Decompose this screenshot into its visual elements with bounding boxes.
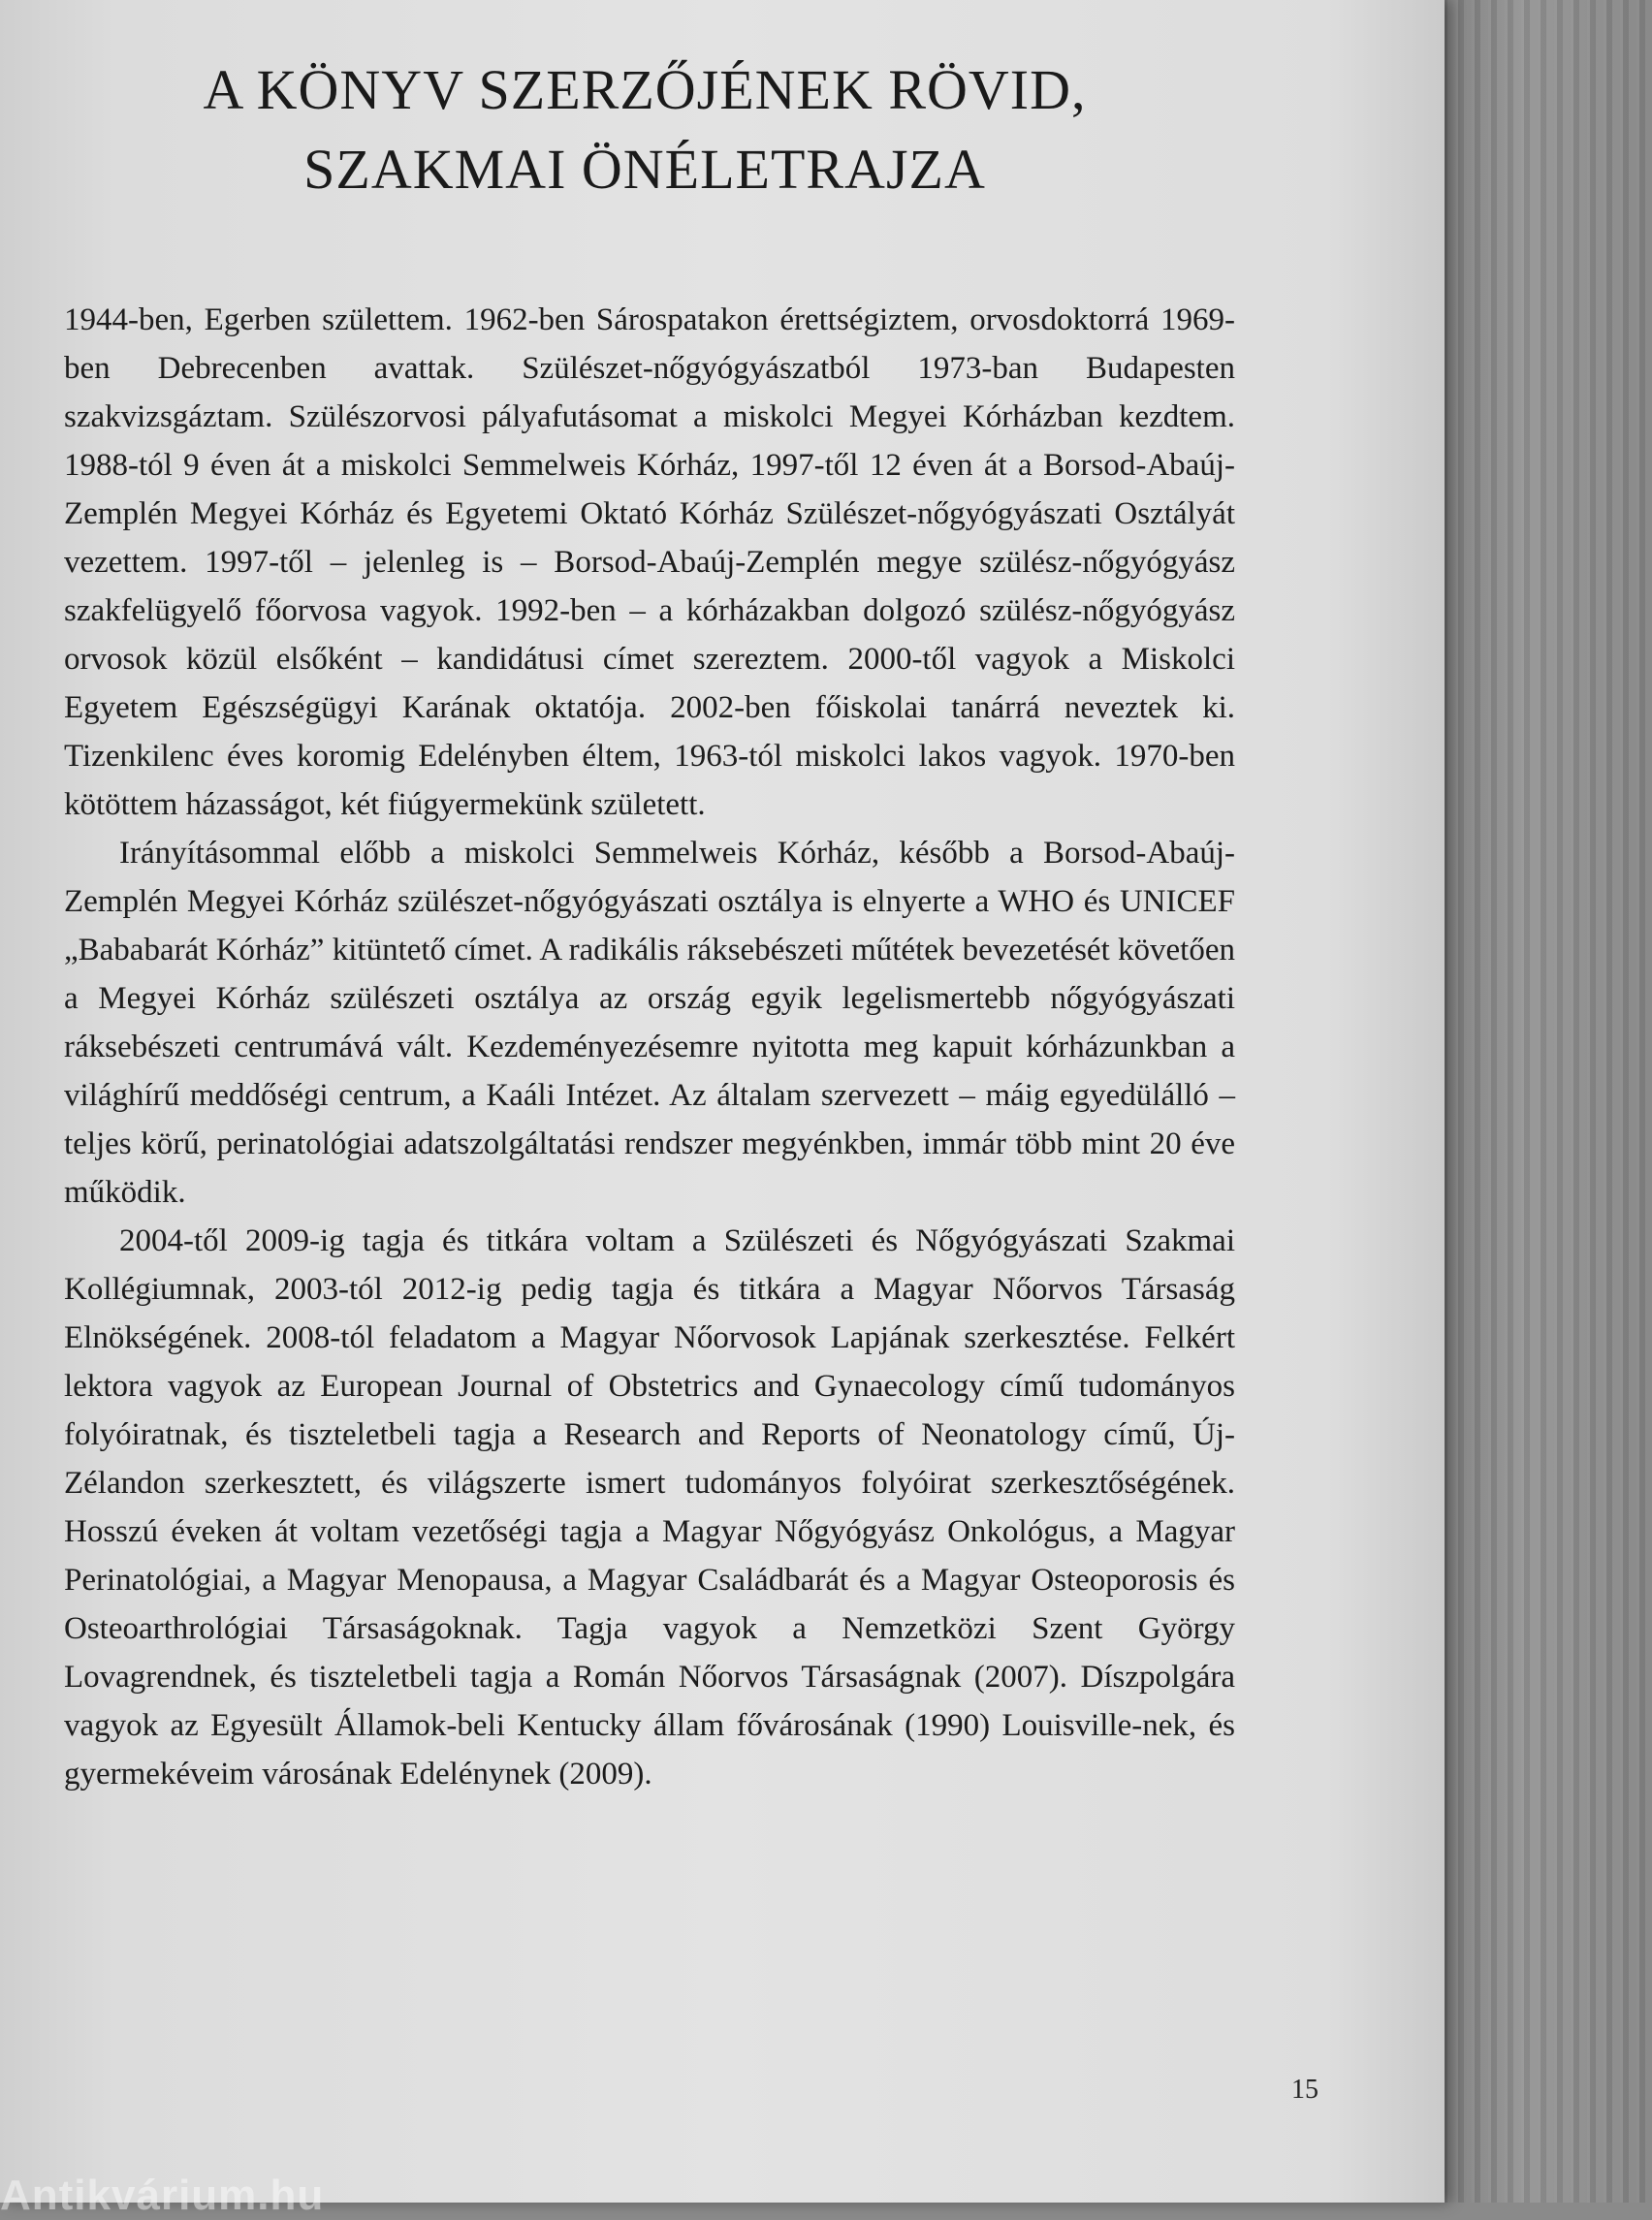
- body-text: [64, 296, 1235, 1798]
- page-title: [0, 50, 1289, 209]
- page-number: 15: [1291, 2075, 1318, 2105]
- paragraph-2: Irányításommal előbb a miskolci Semmelweis Kórház, később a Borsod-Abaúj-Zemplén Megyei Kórház szülészet-nőgyógyászati osztálya is elnyerte a WHO és UNICEF „Bababarát Kórház” kitüntető címet. A radikális ráksebészeti műtétek bevezetését követően a Megyei Kórház szülészeti osztálya az ország egyik legelismertebb nőgyógyászati ráksebészeti centrumává vált. Kezdeményezésemre nyitotta meg kapuit kórházunkban a világhírű meddőségi centrum, a Kaáli Intézet. Az általam szervezett – máig egyedülálló – teljes körű, perinatológiai adatszolgáltatási rendszer megyénkben, immár több mint 20 éve működik.: [64, 836, 1235, 1210]
- watermark: Antikvárium.hu: [0, 2172, 325, 2219]
- paragraph-1: 1944-ben, Egerben születtem. 1962-ben Sárospatakon érettségiztem, orvosdoktorrá 1969-ben Debrecenben avattak. Szülészet-nőgyógyászatból 1973-ban Budapesten szakvizsgáztam. Szülészorvosi pályafutásomat a miskolci Megyei Kórházban kezdtem. 1988-tól 9 éven át a miskolci Semmelweis Kórház, 1997-től 12 éven át a Borsod-Abaúj-Zemplén Megyei Kórház és Egyetemi Oktató Kórház Szülészet-nőgyógyászati Osztályát vezettem. 1997-től – jelenleg is – Borsod-Abaúj-Zemplén megye szülész-nőgyógyász szakfelügyelő főorvosa vagyok. 1992-ben – a kórházakban dolgozó szülész-nőgyógyász orvosok közül elsőként – kandidátusi címet szereztem. 2000-től vagyok a Miskolci Egyetem Egészségügyi Karának oktatója. 2002-ben főiskolai tanárrá neveztek ki. Tizenkilenc éves koromig Edelényben éltem, 1963-tól miskolci lakos vagyok. 1970-ben kötöttem házasságot, két fiúgyermekünk született.: [64, 302, 1235, 822]
- paragraph-3: 2004-től 2009-ig tagja és titkára voltam a Szülészeti és Nőgyógyászati Szakmai Kollégiumnak, 2003-tól 2012-ig pedig tagja és titkára a Magyar Nőorvos Társaság Elnökségének. 2008-tól feladatom a Magyar Nőorvosok Lapjának szerkesztése. Felkért lektora vagyok az European Journal of Obstetrics and Gynaecology című tudományos folyóiratnak, és tiszteletbeli tagja a Research and Reports of Neonatology című, Új-Zélandon szerkesztett, és világszerte ismert tudományos folyóirat szerkesztőségének. Hosszú éveken át voltam vezetőségi tagja a Magyar Nőgyógyász Onkológus, a Magyar Perinatológiai, a Magyar Menopausa, a Magyar Családbarát és a Magyar Osteoporosis és Osteoarthrológiai Társaságoknak. Tagja vagyok a Nemzetközi Szent György Lovagrendnek, és tiszteletbeli tagja a Román Nőorvos Társaságnak (2007). Díszpolgára vagyok az Egyesült Államok-beli Kentucky állam fővárosának (1990) Louisville-nek, és gyermekéveim városának Edelénynek (2009).: [64, 1223, 1235, 1792]
- title-line-2: SZAKMAI ÖNÉLETRAJZA: [303, 138, 986, 201]
- title-line-1: A KÖNYV SZERZŐJÉNEK RÖVID,: [203, 58, 1087, 121]
- background-wood: [1439, 0, 1652, 2203]
